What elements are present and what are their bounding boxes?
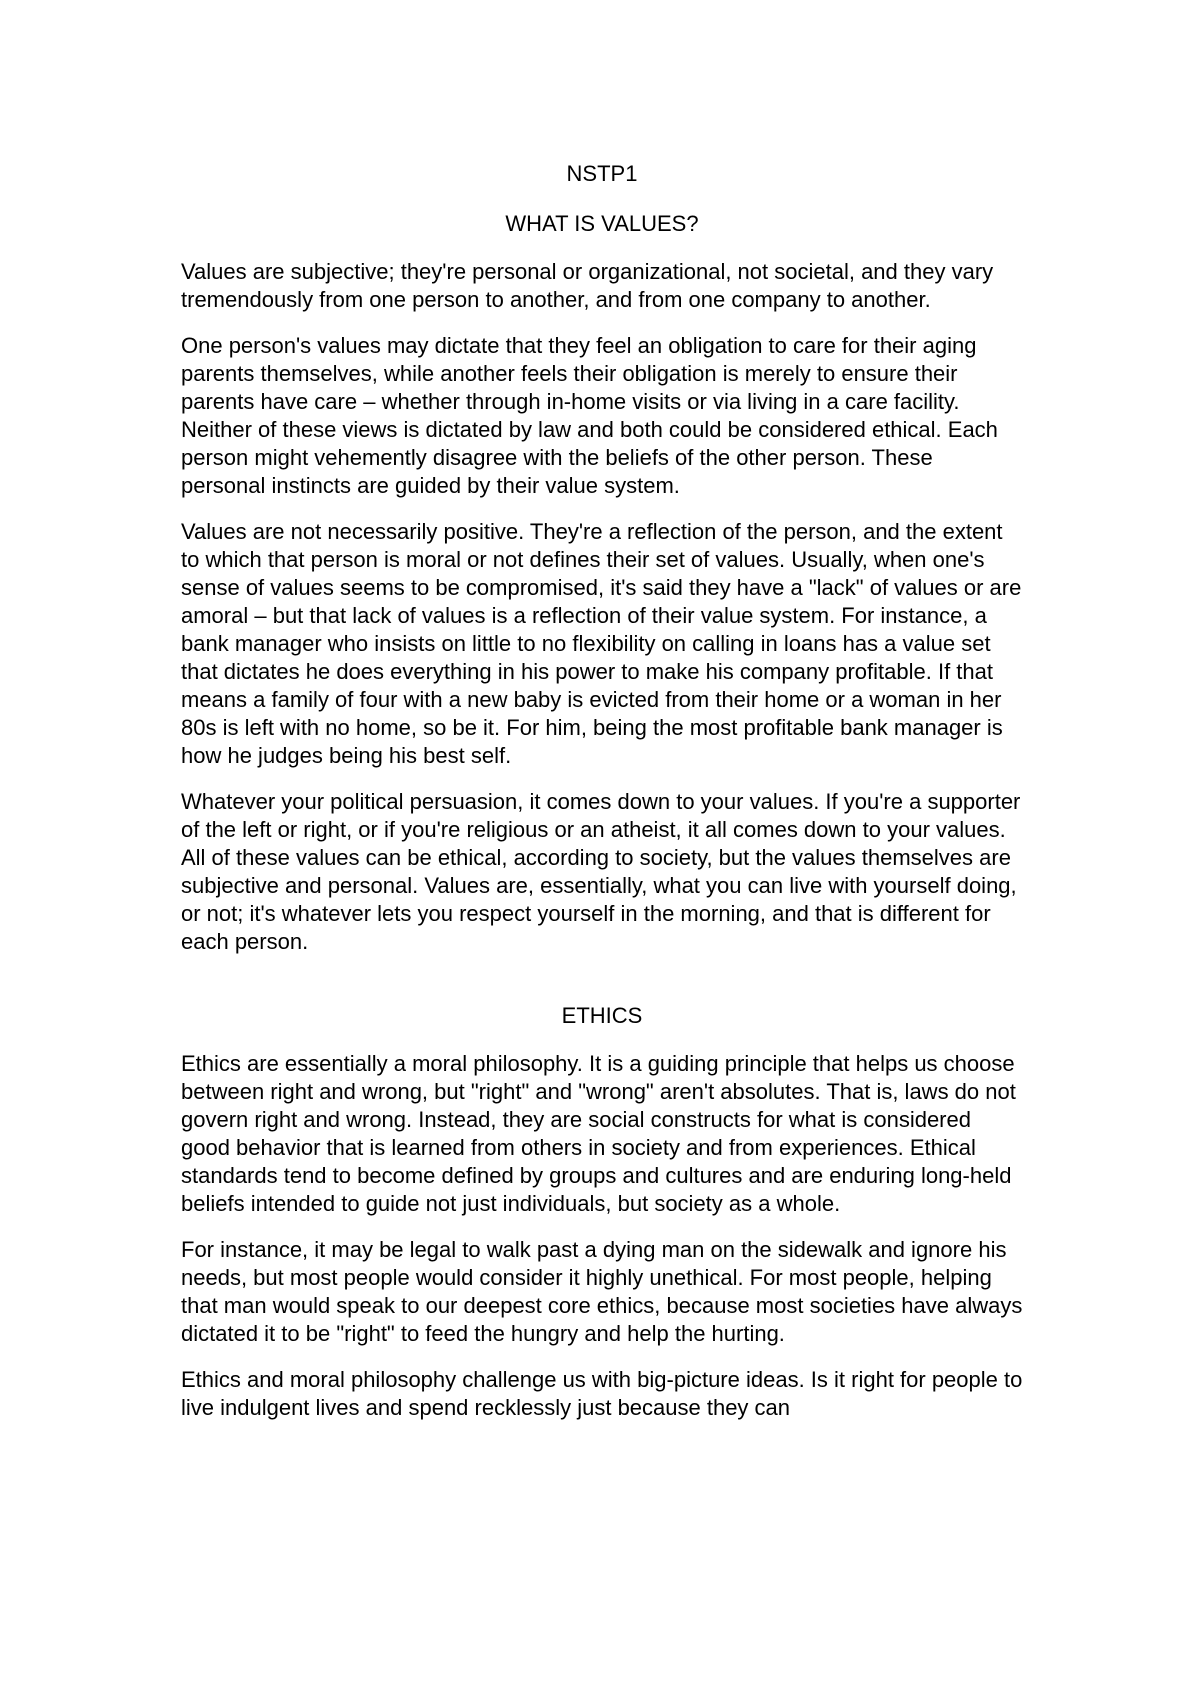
values-paragraph-1: Values are subjective; they're personal or organizational, not societal, and they vary tremendously from one person to another, and from one company to another. — [181, 259, 994, 312]
document-content — [181, 160, 1023, 1440]
document-title: NSTP1 — [566, 161, 638, 186]
section-heading-values: WHAT IS VALUES? — [505, 211, 699, 236]
ethics-paragraph-1: Ethics are essentially a moral philosophy. It is a guiding principle that helps us choose between right and wrong, but "right" and "wrong" aren't absolutes. That is, laws do not govern right and wrong. Instead, they are social constructs for what is considered good behavior that is learned from others in society and from experiences. Ethical standards tend to become defined by groups and cultures and are enduring long-held beliefs intended to guide not just individuals, but society as a whole. — [181, 1051, 1016, 1216]
values-paragraph-3: Values are not necessarily positive. They're a reflection of the person, and the extent to which that person is moral or not defines their set of values. Usually, when one's sense of values seems to be compromised, it's said they have a "lack" of values or are amoral – but that lack of values is a reflection of their value system. For instance, a bank manager who insists on little to no flexibility on calling in loans has a value set that dictates he does everything in his power to make his company profitable. If that means a family of four with a new baby is evicted from their home or a woman in her 80s is left with no home, so be it. For him, being the most profitable bank manager is how he judges being his best self. — [181, 519, 1022, 768]
ethics-paragraph-2: For instance, it may be legal to walk past a dying man on the sidewalk and ignore his needs, but most people would consider it highly unethical. For most people, helping that man would speak to our deepest core ethics, because most societies have always dictated it to be "right" to feed the hungry and help the hurting. — [181, 1237, 1023, 1346]
section-heading-ethics: ETHICS — [561, 1003, 643, 1028]
ethics-paragraph-3: Ethics and moral philosophy challenge us with big-picture ideas. Is it right for people to live indulgent lives and spend recklessly just because they can — [181, 1367, 1023, 1420]
values-paragraph-2: One person's values may dictate that they feel an obligation to care for their aging parents themselves, while another feels their obligation is merely to ensure their parents have care – whether through in-home visits or via living in a care facility. Neither of these views is dictated by law and both could be considered ethical. Each person might vehemently disagree with the beliefs of the other person. These personal instincts are guided by their value system. — [181, 333, 998, 498]
values-paragraph-4: Whatever your political persuasion, it comes down to your values. If you're a supporter of the left or right, or if you're religious or an atheist, it all comes down to your values. All of these values can be ethical, according to society, but the values themselves are subjective and personal. Values are, essentially, what you can live with yourself doing, or not; it's whatever lets you respect yourself in the morning, and that is different for each person. — [181, 789, 1021, 954]
